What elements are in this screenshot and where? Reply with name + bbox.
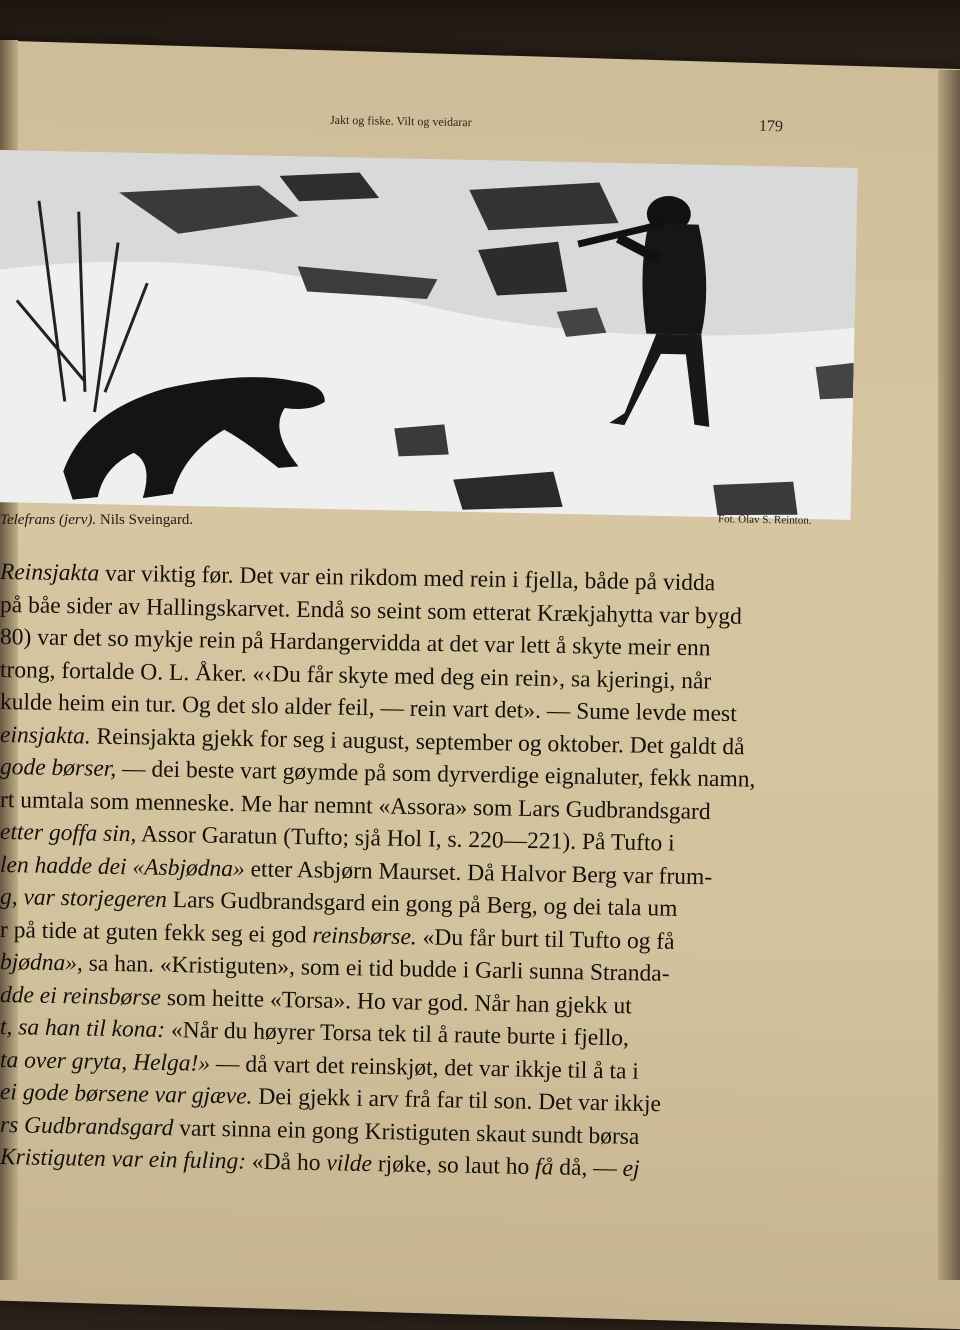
- text-segment: som heitte «Torsa». Ho var god. Når han gjekk ut: [160, 984, 633, 1019]
- text-segment: reinsbørse.: [312, 922, 417, 950]
- text-segment: «Når du høyrer Torsa tek til å raute burte i fjello,: [164, 1016, 630, 1052]
- photograph: [0, 150, 858, 520]
- text-segment: ei gode børsene var gjæve.: [0, 1079, 253, 1110]
- text-segment: då, —: [553, 1154, 623, 1182]
- text-segment: vart sinna ein gong Kristiguten skaut sundt børsa: [173, 1114, 640, 1150]
- text-segment: Reinsjakta gjekk for seg i august, september og oktober. Det galdt då: [90, 723, 745, 760]
- text-segment: få: [534, 1154, 554, 1181]
- text-segment: — dei beste vart gøymde på som dyrverdige eignaluter, fekk namn,: [115, 755, 756, 793]
- body-text: [0, 556, 960, 1183]
- text-segment: «Du får burt til Tufto og få: [416, 923, 675, 955]
- text-segment: ta over gryta, Helga!»: [0, 1046, 211, 1077]
- page-number: 179: [758, 117, 784, 136]
- text-segment: trong, fortalde O. L. Åker. «‹Du får skyte med deg ein rein›, sa kjeringi, når: [0, 656, 712, 695]
- text-segment: Reinsjakta: [0, 559, 100, 587]
- caption-species: Telefrans (jerv).: [0, 512, 97, 528]
- text-segment: på båe sider av Hallingskarvet. Endå so seint som etterat Krækjahytta var bygd: [0, 591, 743, 630]
- text-segment: einsjakta.: [0, 721, 91, 750]
- text-segment: sa han. «Kristiguten», som ei tid budde i Garli sunna Stranda-: [82, 950, 670, 987]
- photo-credit: Fot. Olav S. Reinton.: [717, 513, 812, 527]
- text-segment: bjødna»,: [0, 949, 84, 977]
- text-segment: vilde: [326, 1150, 373, 1178]
- running-head: Jakt og fiske. Vilt og veidarar: [329, 112, 472, 130]
- text-segment: gode børser,: [0, 754, 117, 782]
- text-segment: len hadde dei «Asbjødna»: [0, 851, 245, 882]
- text-segment: g, var storjegeren: [0, 884, 168, 913]
- text-segment: etter goffa sin,: [0, 819, 137, 848]
- text-segment: 80) var det so mykje rein på Hardangervidda at det var lett å skyte meir enn: [0, 624, 711, 662]
- text-segment: Assor Garatun (Tufto; sjå Hol I, s. 220—221). På Tufto i: [136, 821, 675, 857]
- text-segment: Kristiguten var ein fuling:: [0, 1144, 247, 1175]
- text-segment: var viktig før. Det var ein rikdom med rein i fjella, både på vidda: [98, 560, 716, 597]
- text-segment: ej: [622, 1155, 640, 1183]
- text-segment: r på tide at guten fekk seg ei god: [0, 916, 313, 949]
- text-segment: Lars Gudbrandsgard ein gong på Berg, og dei tala um: [166, 886, 678, 922]
- text-segment: dde ei reinsbørse: [0, 981, 162, 1011]
- text-segment: Dei gjekk i arv frå far til son. Det var ikkje: [252, 1083, 662, 1118]
- text-segment: t, sa han til kona:: [0, 1014, 166, 1043]
- caption-person: Nils Sveingard.: [96, 512, 194, 528]
- photo-caption: [0, 512, 193, 529]
- text-segment: rt umtala som menneske. Me har nemnt «Assora» som Lars Gudbrandsgard: [0, 786, 711, 825]
- text-segment: — då vart det reinskjøt, det var ikkje til å ta i: [209, 1050, 640, 1085]
- photo-illustration: [0, 150, 858, 520]
- text-segment: rjøke, so laut ho: [371, 1151, 536, 1181]
- text-segment: etter Asbjørn Maurset. Då Halvor Berg var frum-: [244, 855, 713, 890]
- text-segment: «Då ho: [245, 1148, 327, 1177]
- text-segment: kulde heim ein tur. Og det slo alder feil, — rein vart det». — Sume levde mest: [0, 689, 737, 728]
- text-segment: rs Gudbrandsgard: [0, 1111, 174, 1141]
